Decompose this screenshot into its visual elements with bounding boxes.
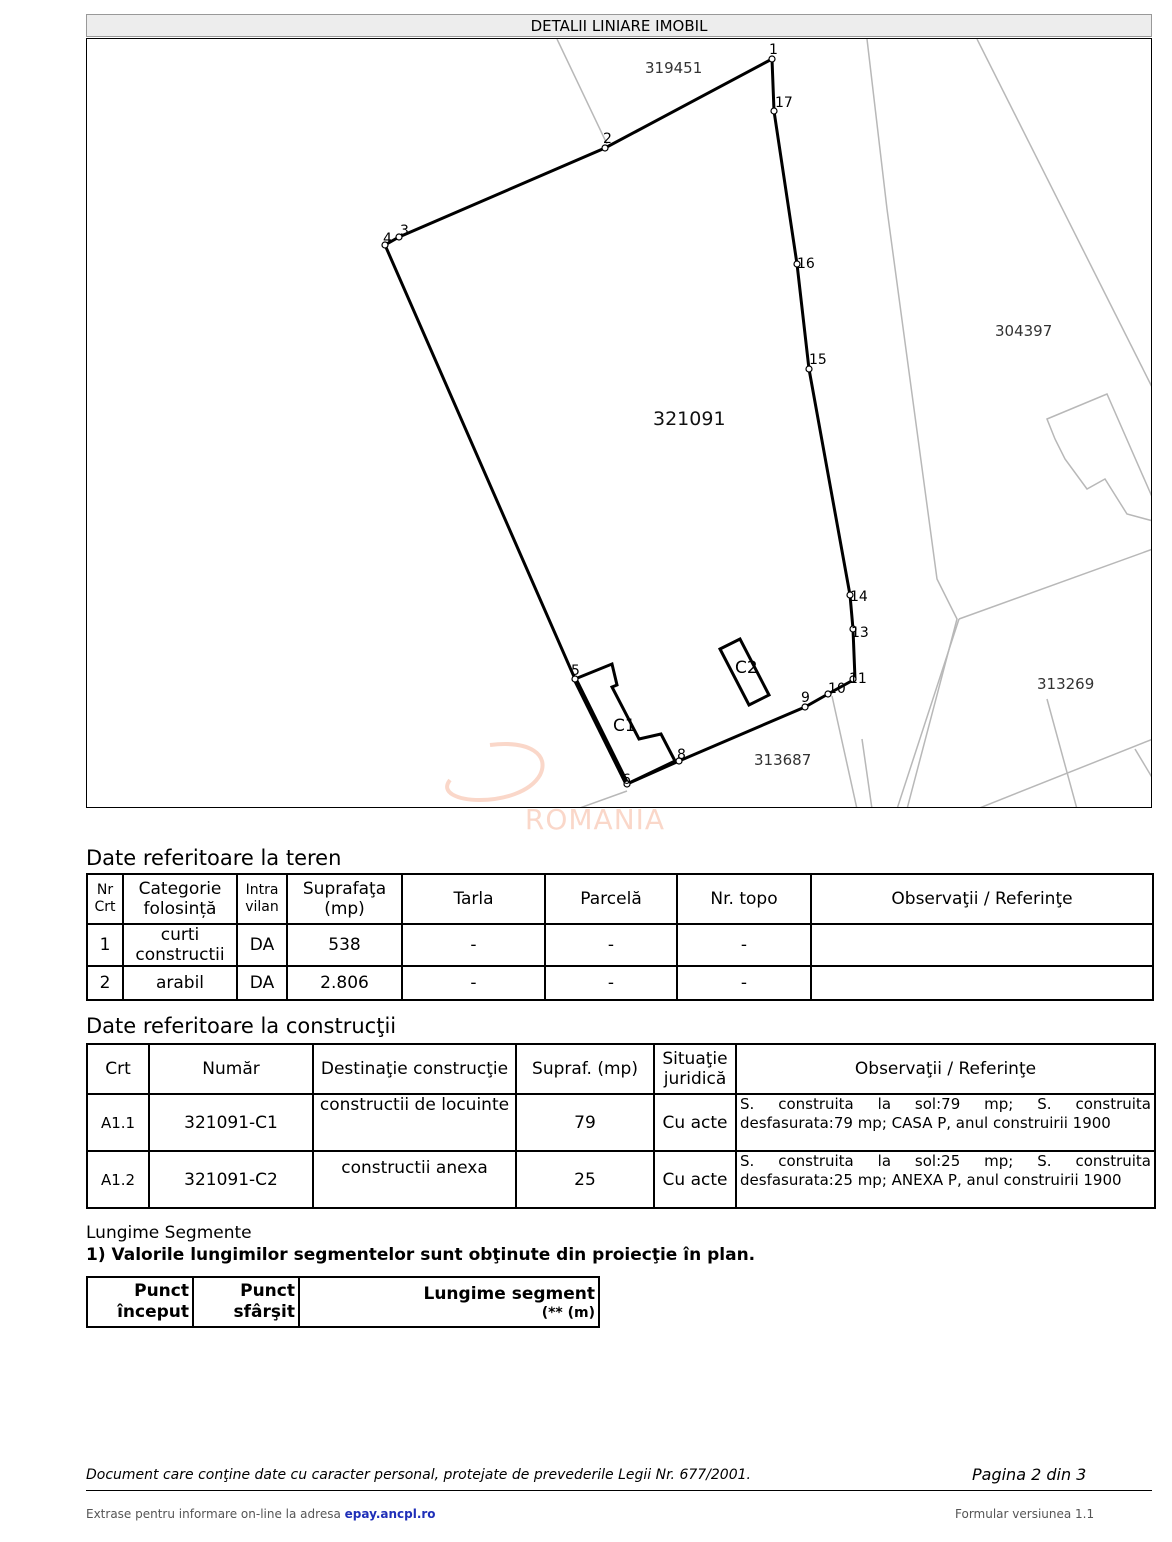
cell-observatii — [811, 966, 1153, 1000]
point-label: 9 — [801, 690, 810, 706]
cell-parcela: - — [545, 966, 677, 1000]
watermark-text: ROMANIA — [524, 803, 666, 836]
segmente-table — [86, 1276, 600, 1328]
footer-divider — [86, 1490, 1152, 1491]
cell-nr-topo: - — [677, 924, 811, 966]
point-label: 5 — [571, 663, 580, 679]
parcel-label-north: 319451 — [645, 59, 703, 77]
cell-crt: A1.1 — [87, 1094, 149, 1151]
cell-nr: 1 — [87, 924, 123, 966]
cell-supraf: 25 — [516, 1151, 654, 1208]
header-numar: Număr — [149, 1044, 313, 1094]
footer-privacy-note: Document care conţine date cu caracter personal, protejate de prevederile Legii Nr. 677/2001. — [86, 1467, 751, 1483]
boundary-line-d — [862, 739, 872, 808]
boundary-line-a — [557, 39, 607, 144]
point-label: 4 — [383, 231, 392, 247]
header-observatii: Observaţii / Referinţe — [811, 874, 1153, 924]
cell-supraf: 79 — [516, 1094, 654, 1151]
boundary-line-h — [977, 739, 1152, 808]
cell-destinatie: constructii anexa — [313, 1151, 516, 1208]
cell-nr: 2 — [87, 966, 123, 1000]
cell-situatie: Cu acte — [654, 1094, 736, 1151]
cell-nr-topo: - — [677, 966, 811, 1000]
cell-categorie: curti constructii — [123, 924, 237, 966]
boundary-line-b — [867, 39, 957, 808]
cell-observatii: S. construita la sol:25 mp; S. construita desfasurata:25 mp; ANEXA P, anul construirii 1900 — [736, 1151, 1155, 1208]
boundary-line-g — [897, 619, 959, 808]
point-label: 15 — [809, 352, 827, 368]
segmente-title-text: Lungime Segmente — [86, 1223, 252, 1243]
constructii-header-row — [87, 1044, 1155, 1094]
cell-destinatie: constructii de locuinte — [313, 1094, 516, 1151]
constructii-table — [86, 1043, 1156, 1209]
header-lungime — [299, 1277, 599, 1327]
building-label-c2: C2 — [735, 658, 758, 678]
header-intravilan: Intra vilan — [237, 874, 287, 924]
cell-suprafata: 2.806 — [287, 966, 402, 1000]
header-parcela: Parcelă — [545, 874, 677, 924]
footer-extract-info — [86, 1507, 436, 1521]
header-lungime-label: Lungime segment — [423, 1283, 595, 1304]
main-parcel-outline — [385, 59, 855, 784]
teren-header-row — [87, 874, 1153, 924]
point-label: 6 — [622, 772, 631, 788]
header-crt: Crt — [87, 1044, 149, 1094]
boundary-line-i — [1135, 749, 1152, 779]
header-punct-sfarsit: Punct sfârşit — [193, 1277, 299, 1327]
boundary-line-k — [577, 791, 627, 808]
point-label: 1 — [769, 42, 778, 58]
cell-categorie: arabil — [123, 966, 237, 1000]
header-nr-topo: Nr. topo — [677, 874, 811, 924]
table-row — [87, 966, 1153, 1000]
parcel-label-southeast: 313269 — [1037, 675, 1095, 693]
cell-numar: 321091-C1 — [149, 1094, 313, 1151]
plan-header: DETALII LINIARE IMOBIL — [86, 14, 1152, 37]
header-lungime-unit: (** (m) — [541, 1304, 595, 1321]
cell-intravilan: DA — [237, 924, 287, 966]
table-row — [87, 1151, 1155, 1208]
header-categorie: Categorie folosință — [123, 874, 237, 924]
point-label: 3 — [400, 223, 409, 239]
parcel-label-east: 304397 — [995, 322, 1053, 340]
building-label-c1: C1 — [613, 716, 636, 736]
parcel-label-south: 313687 — [754, 751, 812, 769]
header-observatii: Observaţii / Referinţe — [736, 1044, 1155, 1094]
cell-suprafata: 538 — [287, 924, 402, 966]
boundary-line-e — [832, 696, 857, 808]
point-label: 17 — [775, 95, 793, 111]
teren-table — [86, 873, 1154, 1001]
header-situatie: Situaţie juridică — [654, 1044, 736, 1094]
footer-epay-link[interactable]: epay.ancpl.ro — [344, 1507, 436, 1521]
teren-title: Date referitoare la teren — [86, 846, 342, 870]
cadastral-plan — [86, 38, 1152, 808]
constructii-title: Date referitoare la construcţii — [86, 1014, 397, 1038]
header-destinatie: Destinaţie construcţie — [313, 1044, 516, 1094]
table-row — [87, 1094, 1155, 1151]
point-markers — [382, 56, 856, 787]
neighbour-building — [1047, 394, 1152, 521]
segmente-header-row — [87, 1277, 599, 1327]
point-label: 8 — [677, 747, 686, 763]
point-label: 2 — [603, 131, 612, 147]
cell-situatie: Cu acte — [654, 1151, 736, 1208]
footer-extract-text: Extrase pentru informare on-line la adresa — [86, 1507, 341, 1521]
cell-observatii: S. construita la sol:79 mp; S. construita desfasurata:79 mp; CASA P, anul construirii 1900 — [736, 1094, 1155, 1151]
plan-drawing — [87, 39, 1152, 808]
point-label: 14 — [850, 589, 868, 605]
header-supraf: Supraf. (mp) — [516, 1044, 654, 1094]
header-tarla: Tarla — [402, 874, 545, 924]
boundary-line-j — [1047, 699, 1077, 808]
cell-intravilan: DA — [237, 966, 287, 1000]
cell-numar: 321091-C2 — [149, 1151, 313, 1208]
cell-tarla: - — [402, 924, 545, 966]
segmente-title — [86, 1222, 252, 1244]
boundary-line-f — [959, 549, 1152, 619]
footer-page-number: Pagina 2 din 3 — [972, 1465, 1087, 1484]
point-label: 10 — [828, 681, 846, 697]
cell-crt: A1.2 — [87, 1151, 149, 1208]
header-suprafata: Suprafaţa (mp) — [287, 874, 402, 924]
header-punct-inceput: Punct început — [87, 1277, 193, 1327]
cell-observatii — [811, 924, 1153, 966]
point-label: 11 — [849, 671, 867, 687]
cell-tarla: - — [402, 966, 545, 1000]
cell-parcela: - — [545, 924, 677, 966]
point-label: 16 — [797, 256, 815, 272]
parcel-label-main: 321091 — [653, 408, 726, 430]
point-label: 13 — [851, 625, 869, 641]
segmente-note: 1) Valorile lungimilor segmentelor sunt obţinute din proiecţie în plan. — [86, 1245, 756, 1265]
table-row — [87, 924, 1153, 966]
footer-version: Formular versiunea 1.1 — [955, 1507, 1095, 1521]
header-nr-crt: Nr Crt — [87, 874, 123, 924]
